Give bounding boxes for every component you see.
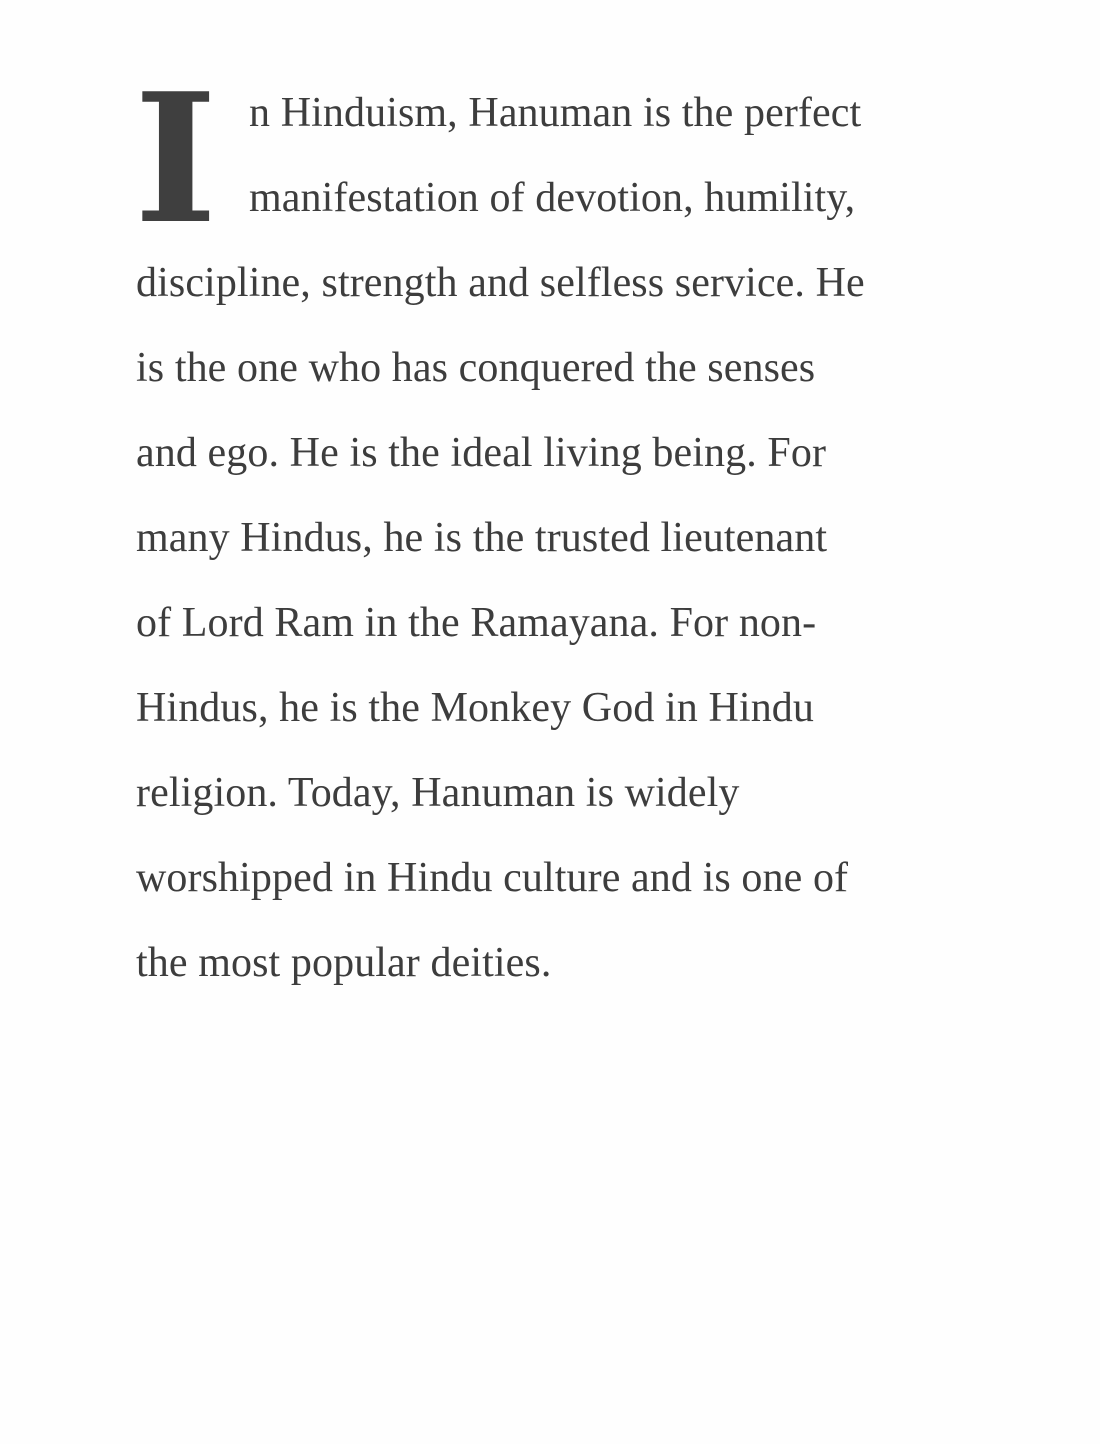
text-line: religion. Today, Hanuman is widely bbox=[136, 770, 740, 816]
text-line: of Lord Ram in the Ramayana. For non- bbox=[136, 600, 817, 646]
text-line: n Hinduism, Hanuman is the perfect bbox=[249, 90, 862, 136]
text-line: manifestation of devotion, humility, bbox=[249, 175, 856, 221]
text-line: Hindus, he is the Monkey God in Hindu bbox=[136, 685, 814, 731]
drop-cap: I bbox=[134, 54, 218, 263]
text-line: the most popular deities. bbox=[136, 940, 552, 986]
text-line: many Hindus, he is the trusted lieutenant bbox=[136, 515, 828, 561]
text-line: and ego. He is the ideal living being. For bbox=[136, 430, 827, 476]
text-line: discipline, strength and selfless service. He bbox=[136, 260, 865, 306]
text-line: worshipped in Hindu culture and is one of bbox=[136, 855, 849, 901]
text-line: is the one who has conquered the senses bbox=[136, 345, 816, 391]
